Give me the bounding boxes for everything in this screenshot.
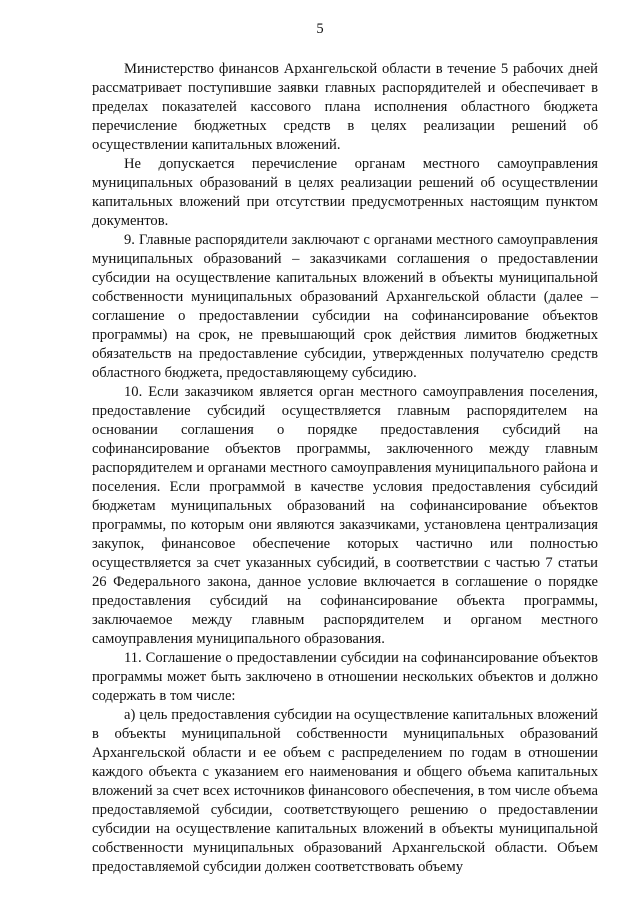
paragraph-clause-11: 11. Соглашение о предоставлении субсидии на софинансирование объектов программы может быть заключено в отношении нескольких объектов и должно содержать в том числе: — [92, 650, 598, 704]
paragraph-clause-10: 10. Если заказчиком является орган местного самоуправления поселения, предоставление субсидий осуществляется главным распорядителем на основании соглашения о порядке предоставления субсидий на софинансирование объектов программы, заключенного между главным распорядителем и органами местного самоуправления муниципального района и поселения. Если программой в качестве условия предоставления субсидий бюджетам муниципальных образований на софинансирование объектов программы, по которым они являются заказчиками, установлена централизация закупок, финансовое обеспечение которых частично или полностью осуществляется за счет указанных субсидий, в соответствии с частью 7 статьи 26 Федерального закона, данное условие включается в соглашение о порядке предоставления субсидий на софинансирование объекта программы, заключаемое между главным распорядителем и органом местного самоуправления муниципального образования. — [92, 384, 598, 647]
paragraph-ministry-review: Министерство финансов Архангельской области в течение 5 рабочих дней рассматривает поступившие заявки главных распорядителей и обеспечивает в пределах показателей кассового плана исполнения областного бюджета перечисление бюджетных средств в целях реализации решений об осуществлении капитальных вложений. — [92, 61, 598, 153]
paragraph-clause-9: 9. Главные распорядители заключают с органами местного самоуправления муниципальных образований – заказчиками соглашения о предоставлении субсидии на осуществление капитальных вложений в объекты муниципальной собственности муниципальных образований Архангельской области (далее – соглашение о предоставлении субсидии на софинансирование объектов программы) на срок, не превышающий срок действия лимитов бюджетных обязательств на предоставление субсидии, утвержденных получателю средств областного бюджета, предоставляющему субсидию. — [92, 232, 598, 381]
paragraph-clause-11a: а) цель предоставления субсидии на осуществление капитальных вложений в объекты муниципальной собственности муниципальных образований Архангельской области и ее объем с распределением по годам в отношении каждого объекта с указанием его наименования и общего объема капитальных вложений за счет всех источников финансового обеспечения, в том числе объема предоставляемой субсидии, соответствующего решению о предоставлении субсидии на осуществление капитальных вложений в объекты муниципальной собственности муниципальных образований Архангельской области. Объем предоставляемой субсидии должен соответствовать объему — [92, 707, 598, 875]
paragraph-transfer-restriction: Не допускается перечисление органам местного самоуправления муниципальных образований в целях реализации решений об осуществлении капитальных вложений при отсутствии предусмотренных настоящим пунктом документов. — [92, 156, 598, 229]
page-number: 5 — [316, 21, 324, 37]
document-body — [92, 60, 598, 877]
